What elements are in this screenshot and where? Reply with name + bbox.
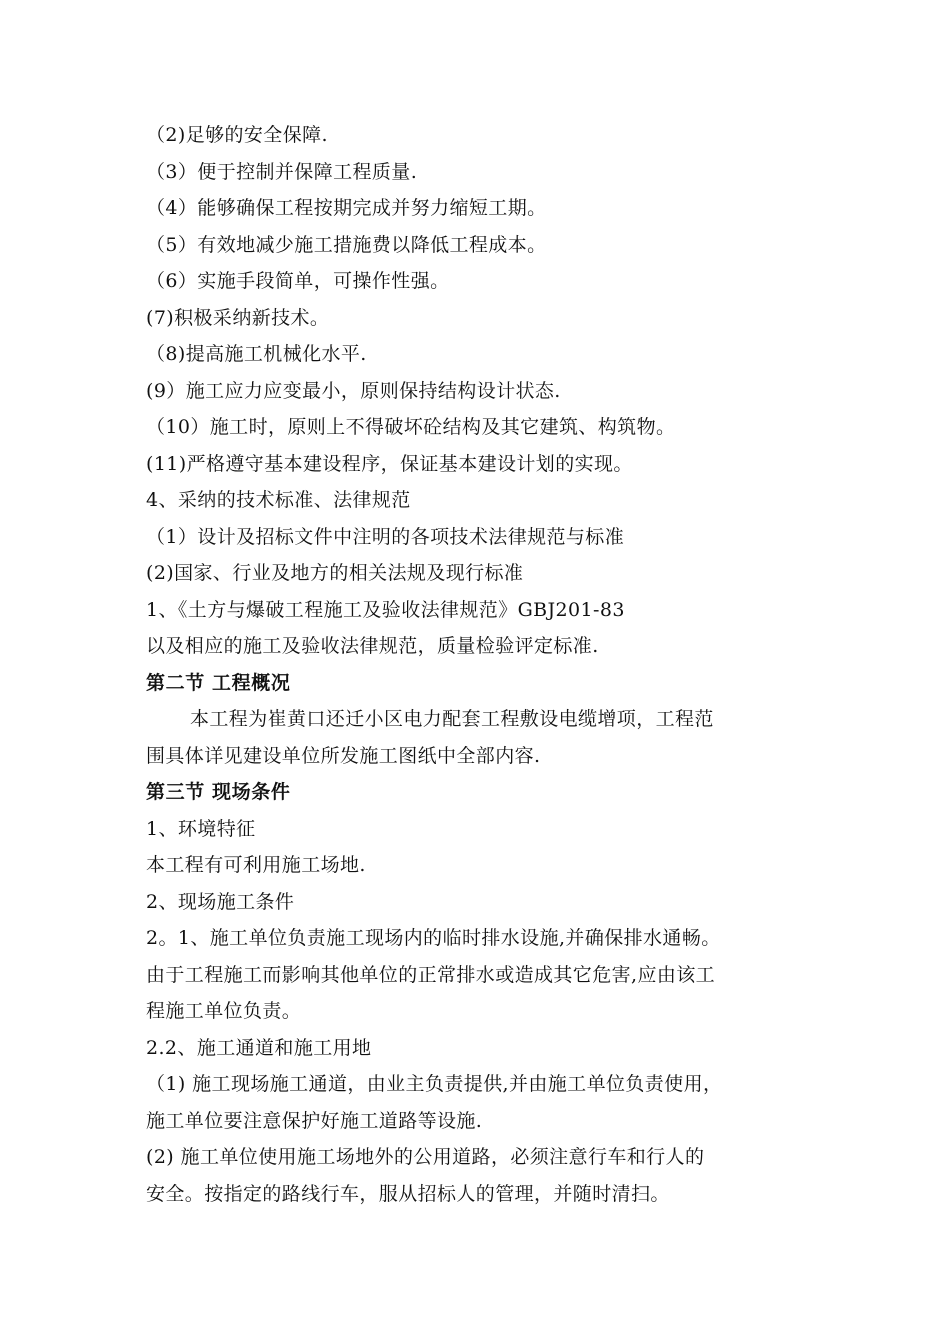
paragraph-line: 由于工程施工而影响其他单位的正常排水或造成其它危害,应由该工 — [146, 963, 716, 986]
list-item: （3）便于控制并保障工程质量. — [146, 160, 418, 183]
list-item: （2)足够的安全保障. — [146, 124, 328, 146]
section-heading: 第三节 现场条件 — [146, 781, 291, 803]
paragraph-line: (2) 施工单位使用施工场地外的公用道路，必须注意行车和行人的 — [146, 1146, 705, 1168]
list-item: （5）有效地减少施工措施费以降低工程成本。 — [146, 233, 547, 256]
paragraph-line: 施工单位要注意保护好施工道路等设施. — [146, 1109, 483, 1132]
paragraph-line: 安全。按指定的路线行车，服从招标人的管理，并随时清扫。 — [146, 1182, 670, 1205]
paragraph-line: （1) 施工现场施工通道，由业主负责提供,并由施工单位负责使用， — [146, 1073, 723, 1095]
section-subheading: 1、环境特征 — [146, 817, 256, 840]
list-item: (11)严格遵守基本建设程序，保证基本建设计划的实现。 — [146, 452, 633, 475]
list-item: （4）能够确保工程按期完成并努力缩短工期。 — [146, 197, 547, 219]
list-item: (2)国家、行业及地方的相关法规及现行标准 — [146, 562, 524, 584]
document-body — [146, 117, 816, 1212]
section-heading: 第二节 工程概况 — [146, 671, 291, 694]
list-item: （10）施工时，原则上不得破坏砼结构及其它建筑、构筑物。 — [146, 416, 676, 438]
section-subheading: 2.2、施工通道和施工用地 — [146, 1036, 372, 1059]
list-item: (7)积极采纳新技术。 — [146, 306, 330, 329]
paragraph-line: 本工程有可利用施工场地. — [146, 854, 366, 876]
section-subheading: 4、采纳的技术标准、法律规范 — [146, 489, 411, 511]
paragraph-line: 本工程为崔黄口还迁小区电力配套工程敷设电缆增项，工程范 — [190, 708, 714, 730]
list-item: 1、《土方与爆破工程施工及验收法律规范》GBJ201-83 — [146, 598, 625, 621]
paragraph-line: 2。1、施工单位负责施工现场内的临时排水设施,并确保排水通畅。 — [146, 927, 721, 949]
list-item: （6）实施手段简单，可操作性强。 — [146, 270, 450, 292]
paragraph-line: 以及相应的施工及验收法律规范，质量检验评定标准. — [146, 635, 599, 657]
paragraph-line: 程施工单位负责。 — [146, 1000, 302, 1022]
paragraph-line: 围具体详见建设单位所发施工图纸中全部内容. — [146, 744, 541, 767]
section-subheading: 2、现场施工条件 — [146, 890, 295, 913]
list-item: （8)提高施工机械化水平. — [146, 343, 367, 365]
list-item: (9）施工应力应变最小，原则保持结构设计状态. — [146, 379, 561, 402]
list-item: （1）设计及招标文件中注明的各项技术法律规范与标准 — [146, 525, 625, 548]
